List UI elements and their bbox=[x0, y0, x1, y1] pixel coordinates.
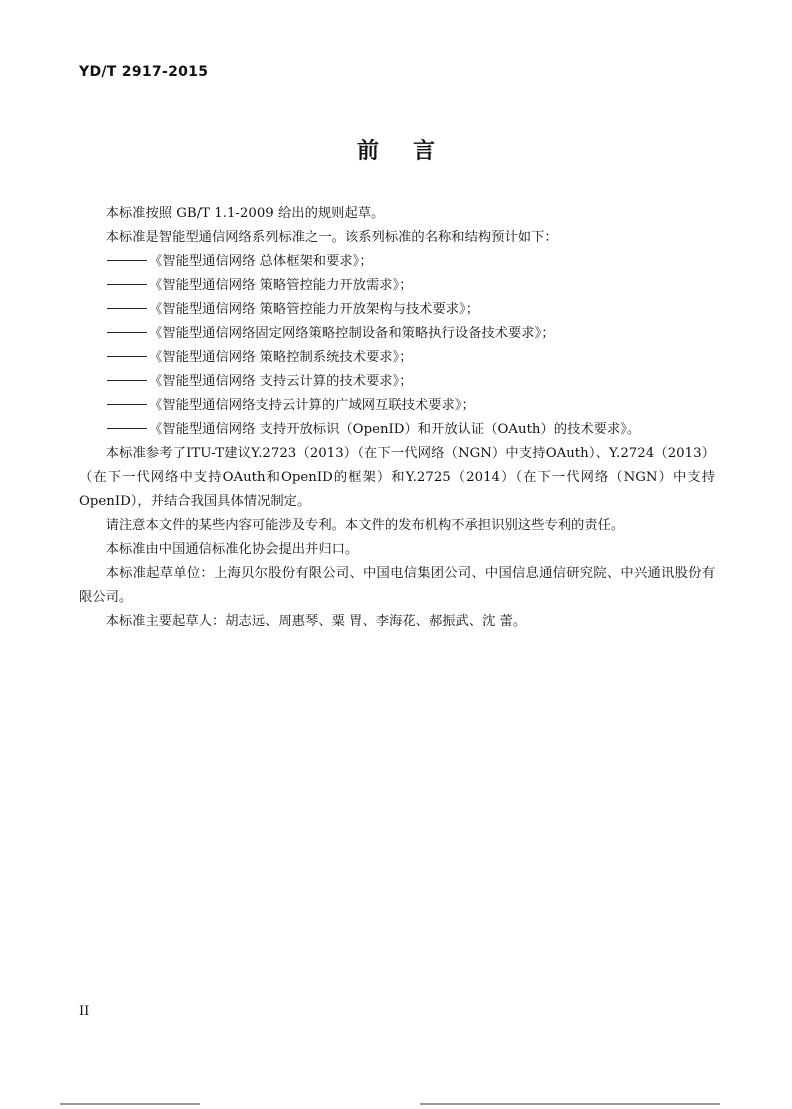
foreword-body bbox=[79, 202, 715, 634]
dash-mark bbox=[107, 428, 147, 429]
list-item: 《智能型通信网络 策略控制系统技术要求》； bbox=[79, 346, 715, 370]
series-list bbox=[79, 250, 715, 442]
footer-divider bbox=[420, 1103, 720, 1105]
page-title: 前言 bbox=[356, 139, 469, 164]
dash-mark bbox=[107, 308, 147, 309]
list-item: 《智能型通信网络 支持开放标识（OpenID）和开放认证（OAuth）的技术要求》。 bbox=[79, 418, 715, 442]
list-item: 《智能型通信网络支持云计算的广域网互联技术要求》； bbox=[79, 394, 715, 418]
paragraph-drafting-rules: 本标准按照 GB/T 1.1-2009 给出的规则起草。 bbox=[105, 206, 385, 221]
document-code: YD/T 2917-2015 bbox=[79, 64, 209, 80]
paragraph-drafting-units: 本标准起草单位：上海贝尔股份有限公司、中国电信集团公司、中国信息通信研究院、中兴通讯股份有限公司。 bbox=[79, 566, 715, 605]
dash-mark bbox=[107, 404, 147, 405]
dash-mark bbox=[107, 380, 147, 381]
dash-mark bbox=[107, 332, 147, 333]
paragraph-series-intro: 本标准是智能型通信网络系列标准之一。该系列标准的名称和结构预计如下： bbox=[105, 230, 558, 245]
paragraph-references: 本标准参考了ITU-T建议Y.2723（2013）（在下一代网络（NGN）中支持OAuth）、Y.2724（2013）（在下一代网络中支持OAuth和OpenID的框架）和Y.2725（2014）（在下一代网络（NGN）中支持OpenID），并结合我国具体情况制定。 bbox=[79, 446, 715, 509]
list-item: 《智能型通信网络 支持云计算的技术要求》； bbox=[79, 370, 715, 394]
footer-divider bbox=[60, 1103, 200, 1105]
paragraph-patent-notice: 请注意本文件的某些内容可能涉及专利。本文件的发布机构不承担识别这些专利的责任。 bbox=[105, 518, 625, 533]
list-item: 《智能型通信网络固定网络策略控制设备和策略执行设备技术要求》； bbox=[79, 322, 715, 346]
dash-mark bbox=[107, 356, 147, 357]
dash-mark bbox=[107, 284, 147, 285]
list-item: 《智能型通信网络 策略管控能力开放需求》； bbox=[79, 274, 715, 298]
list-item: 《智能型通信网络 总体框架和要求》； bbox=[79, 250, 715, 274]
list-item: 《智能型通信网络 策略管控能力开放架构与技术要求》； bbox=[79, 298, 715, 322]
paragraph-proposer: 本标准由中国通信标准化协会提出并归口。 bbox=[105, 542, 359, 557]
paragraph-drafters: 本标准主要起草人：胡志远、周惠琴、粟 胃、李海花、郝振武、沈 蕾。 bbox=[105, 614, 527, 629]
page-number: II bbox=[79, 1004, 90, 1019]
dash-mark bbox=[107, 260, 147, 261]
